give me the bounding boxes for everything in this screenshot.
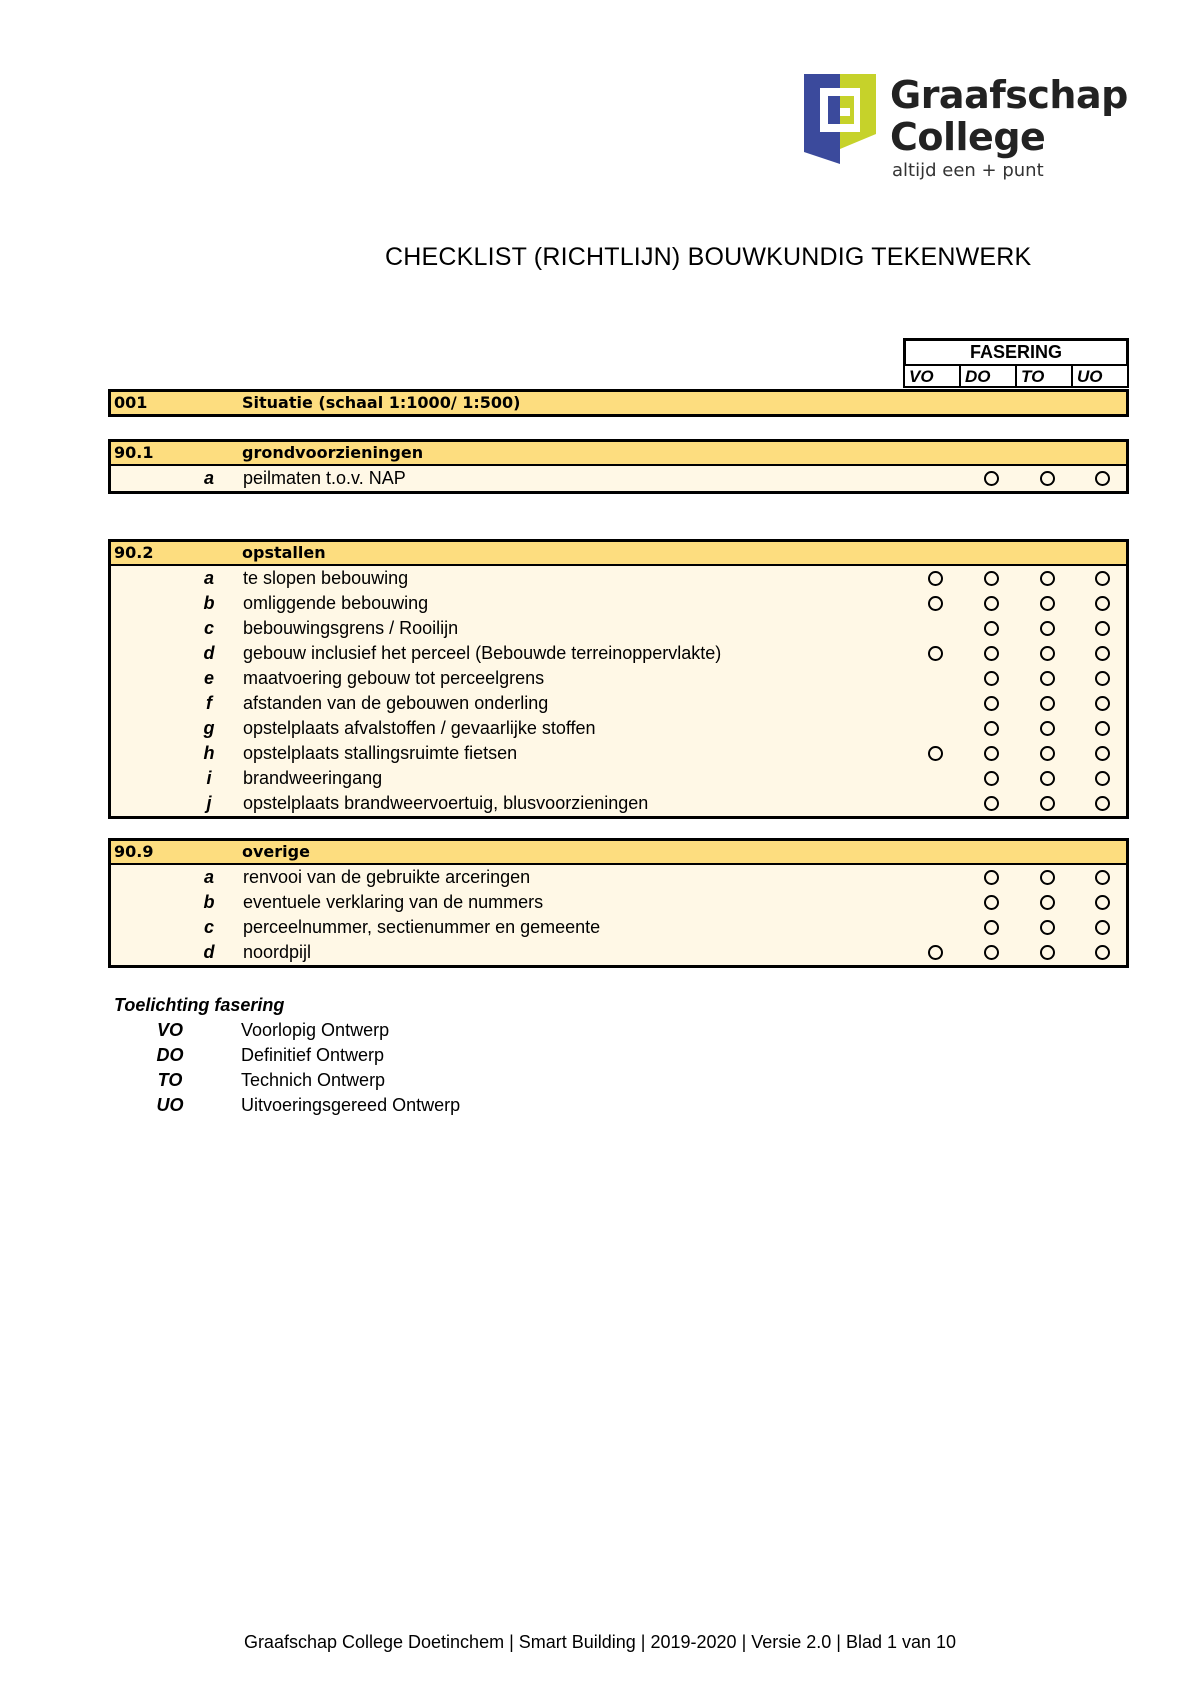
phase-marks xyxy=(921,691,1145,716)
section-name: opstallen xyxy=(242,543,326,562)
checklist-row xyxy=(111,691,1126,716)
row-text: eventuele verklaring van de nummers xyxy=(243,892,544,912)
phase-marks xyxy=(921,791,1145,816)
phase-circle-icon xyxy=(984,771,999,786)
row-letter: d xyxy=(203,942,215,962)
section-header xyxy=(111,392,1126,414)
phase-col-vo: VO xyxy=(905,366,961,388)
phase-circle-icon xyxy=(1040,796,1055,811)
section-90-1 xyxy=(108,439,1129,494)
row-letter: b xyxy=(203,593,215,613)
section-90-9 xyxy=(108,838,1129,968)
section-code: 90.2 xyxy=(114,543,154,562)
section-name: grondvoorzieningen xyxy=(242,443,424,462)
row-letter: f xyxy=(206,693,212,713)
legend-title: Toelichting fasering xyxy=(114,995,285,1015)
checklist-row xyxy=(111,616,1126,641)
phase-circle-icon xyxy=(984,895,999,910)
phase-marks xyxy=(921,566,1145,591)
phase-marks xyxy=(921,616,1145,641)
row-text: opstelplaats afvalstoffen / gevaarlijke stoffen xyxy=(243,718,596,738)
phase-header-title: FASERING xyxy=(903,338,1129,366)
phase-circle-icon xyxy=(1095,571,1110,586)
phase-marks xyxy=(921,466,1145,491)
phase-circle-icon xyxy=(1040,920,1055,935)
section-001 xyxy=(108,389,1129,417)
checklist-row xyxy=(111,741,1126,766)
phase-circle-icon xyxy=(1040,596,1055,611)
legend-code: UO xyxy=(156,1095,184,1115)
row-text: te slopen bebouwing xyxy=(243,568,409,588)
phase-circle-icon xyxy=(984,596,999,611)
document-title: CHECKLIST (RICHTLIJN) BOUWKUNDIG TEKENWERK xyxy=(385,243,1032,271)
page-footer: Graafschap College Doetinchem | Smart Building | 2019-2020 | Versie 2.0 | Blad 1 van 10 xyxy=(243,1632,957,1652)
checklist-row xyxy=(111,641,1126,666)
legend-text: Uitvoeringsgereed Ontwerp xyxy=(241,1095,461,1115)
row-letter: c xyxy=(203,917,214,937)
phase-marks xyxy=(921,641,1145,666)
logo-shield-icon xyxy=(804,74,876,164)
section-name: Situatie (schaal 1:1000/ 1:500) xyxy=(242,393,521,412)
checklist-row xyxy=(111,865,1126,890)
legend-item xyxy=(114,1043,614,1068)
phase-circle-icon xyxy=(928,746,943,761)
checklist-row xyxy=(111,791,1126,816)
phase-circle-icon xyxy=(1095,771,1110,786)
section-code: 90.9 xyxy=(114,842,154,861)
phase-marks xyxy=(921,591,1145,616)
phase-circle-icon xyxy=(1040,646,1055,661)
row-letter: j xyxy=(206,793,212,813)
row-letter: c xyxy=(203,618,214,638)
legend-item xyxy=(114,1068,614,1093)
row-letter: g xyxy=(203,718,215,738)
phase-col-do: DO xyxy=(961,366,1017,388)
phase-circle-icon xyxy=(1040,696,1055,711)
phase-circle-icon xyxy=(1095,621,1110,636)
phase-circle-icon xyxy=(1040,721,1055,736)
phase-marks xyxy=(921,741,1145,766)
phase-circle-icon xyxy=(984,471,999,486)
phase-circle-icon xyxy=(984,920,999,935)
phase-col-to: TO xyxy=(1017,366,1073,388)
row-text: peilmaten t.o.v. NAP xyxy=(243,468,406,488)
section-rows xyxy=(111,466,1126,491)
phase-circle-icon xyxy=(928,646,943,661)
phase-circle-icon xyxy=(1040,621,1055,636)
phase-circle-icon xyxy=(984,796,999,811)
phase-circle-icon xyxy=(1095,696,1110,711)
row-letter: b xyxy=(203,892,215,912)
phase-circle-icon xyxy=(1040,945,1055,960)
legend-text: Definitief Ontwerp xyxy=(241,1045,385,1065)
checklist-row xyxy=(111,666,1126,691)
row-text: opstelplaats stallingsruimte fietsen xyxy=(243,743,518,763)
row-text: noordpijl xyxy=(243,942,312,962)
phase-header xyxy=(903,338,1129,388)
phase-circle-icon xyxy=(1040,771,1055,786)
section-header xyxy=(111,542,1126,566)
phase-circle-icon xyxy=(984,621,999,636)
phase-circle-icon xyxy=(1095,746,1110,761)
section-90-2 xyxy=(108,539,1129,819)
phase-legend xyxy=(114,993,614,1118)
row-letter: a xyxy=(203,867,214,887)
logo-line1: Graafschap xyxy=(890,73,1128,117)
row-letter: i xyxy=(206,768,212,788)
phase-columns xyxy=(903,366,1129,388)
phase-circle-icon xyxy=(1095,596,1110,611)
phase-circle-icon xyxy=(1095,895,1110,910)
logo-tagline: altijd een + punt xyxy=(892,160,1044,181)
section-header xyxy=(111,841,1126,865)
phase-marks xyxy=(921,766,1145,791)
phase-circle-icon xyxy=(1040,471,1055,486)
checklist-row xyxy=(111,940,1126,965)
row-text: maatvoering gebouw tot perceelgrens xyxy=(243,668,545,688)
row-letter: e xyxy=(203,668,214,688)
section-rows xyxy=(111,865,1126,965)
section-code: 001 xyxy=(114,393,148,412)
phase-circle-icon xyxy=(1040,746,1055,761)
phase-marks xyxy=(921,890,1145,915)
phase-marks xyxy=(921,666,1145,691)
phase-circle-icon xyxy=(1040,895,1055,910)
row-letter: a xyxy=(203,568,214,588)
section-name: overige xyxy=(242,842,310,861)
legend-code: TO xyxy=(157,1070,183,1090)
phase-circle-icon xyxy=(1095,646,1110,661)
checklist-row xyxy=(111,766,1126,791)
section-rows xyxy=(111,566,1126,816)
phase-marks xyxy=(921,940,1145,965)
logo-line2: College xyxy=(890,115,1046,159)
row-text: gebouw inclusief het perceel (Bebouwde terreinoppervlakte) xyxy=(243,643,722,663)
phase-circle-icon xyxy=(984,945,999,960)
phase-circle-icon xyxy=(928,596,943,611)
phase-circle-icon xyxy=(1095,945,1110,960)
row-letter: h xyxy=(203,743,215,763)
phase-circle-icon xyxy=(1095,870,1110,885)
row-text: opstelplaats brandweervoertuig, blusvoorzieningen xyxy=(243,793,649,813)
phase-circle-icon xyxy=(928,571,943,586)
row-letter: d xyxy=(203,643,215,663)
phase-circle-icon xyxy=(1040,571,1055,586)
graafschap-college-logo xyxy=(804,73,1128,184)
checklist-row xyxy=(111,466,1126,491)
phase-circle-icon xyxy=(1095,471,1110,486)
phase-circle-icon xyxy=(984,571,999,586)
phase-circle-icon xyxy=(984,646,999,661)
checklist-row xyxy=(111,566,1126,591)
phase-col-uo: UO xyxy=(1073,366,1129,388)
phase-marks xyxy=(921,915,1145,940)
legend-code: DO xyxy=(156,1045,184,1065)
phase-circle-icon xyxy=(1040,870,1055,885)
row-text: renvooi van de gebruikte arceringen xyxy=(243,867,531,887)
section-header xyxy=(111,442,1126,466)
checklist-row xyxy=(111,890,1126,915)
phase-circle-icon xyxy=(984,696,999,711)
phase-circle-icon xyxy=(928,945,943,960)
legend-text: Voorlopig Ontwerp xyxy=(241,1020,390,1040)
legend-item xyxy=(114,1093,614,1118)
row-text: afstanden van de gebouwen onderling xyxy=(243,693,549,713)
phase-circle-icon xyxy=(984,746,999,761)
phase-circle-icon xyxy=(984,671,999,686)
legend-code: VO xyxy=(156,1020,183,1040)
phase-circle-icon xyxy=(1095,920,1110,935)
section-code: 90.1 xyxy=(114,443,154,462)
logo-wordmark xyxy=(890,74,1128,158)
phase-marks xyxy=(921,865,1145,890)
row-text: omliggende bebouwing xyxy=(243,593,429,613)
checklist-row xyxy=(111,591,1126,616)
phase-circle-icon xyxy=(1095,671,1110,686)
row-text: brandweeringang xyxy=(243,768,383,788)
row-text: bebouwingsgrens / Rooilijn xyxy=(243,618,459,638)
row-letter: a xyxy=(203,468,214,488)
phase-circle-icon xyxy=(1095,721,1110,736)
row-text: perceelnummer, sectienummer en gemeente xyxy=(243,917,601,937)
legend-text: Technich Ontwerp xyxy=(241,1070,386,1090)
phase-circle-icon xyxy=(1095,796,1110,811)
checklist-row xyxy=(111,915,1126,940)
phase-marks xyxy=(921,716,1145,741)
legend-item xyxy=(114,1018,614,1043)
phase-circle-icon xyxy=(984,721,999,736)
phase-circle-icon xyxy=(1040,671,1055,686)
checklist-row xyxy=(111,716,1126,741)
phase-circle-icon xyxy=(984,870,999,885)
